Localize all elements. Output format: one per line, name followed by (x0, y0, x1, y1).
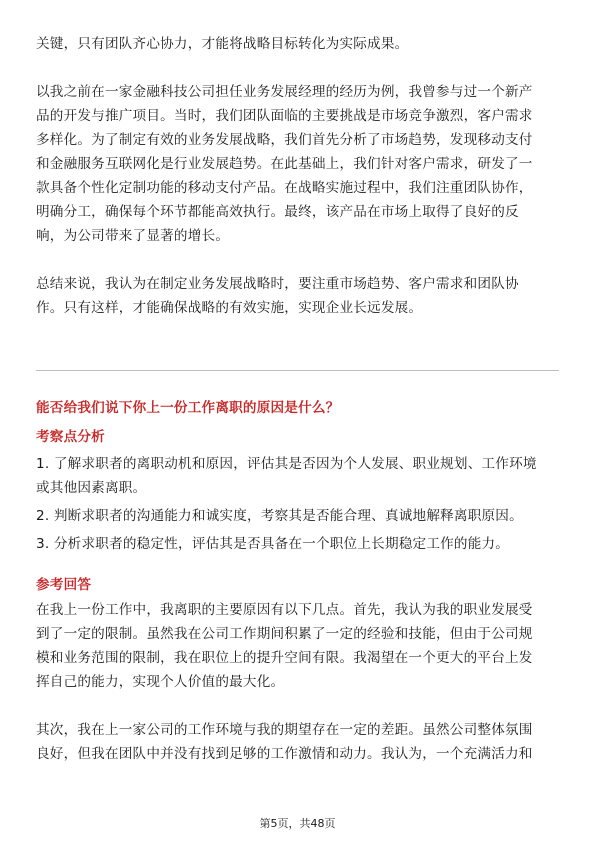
text-line: 到了一定的限制。虽然我在公司工作期间积累了一定的经验和技能，但由于公司规 (36, 626, 533, 642)
text-line: 和金融服务互联网化是行业发展趋势。在此基础上，我们针对客户需求，研发了一 (36, 156, 533, 172)
answer-block (36, 574, 559, 766)
answer-title: 参考回答 (36, 577, 92, 593)
analysis-block (36, 426, 559, 556)
analysis-title: 考察点分析 (36, 429, 105, 445)
text-line: 总结来说，我认为在制定业务发展战略时，要注重市场趋势、客户需求和团队协 (36, 276, 519, 292)
paragraph: 关键，只有团队齐心协力，才能将战略目标转化为实际成果。 (36, 36, 409, 52)
analysis-item-line: 3. 分析求职者的稳定性，评估其是否具备在一个职位上长期稳定工作的能力。 (36, 536, 510, 552)
text-line: 响，为公司带来了显著的增长。 (36, 228, 230, 244)
analysis-item-line: 2. 判断求职者的沟通能力和诚实度，考察其是否能合理、真诚地解释离职原因。 (36, 508, 523, 524)
text-line: 模和业务范围的限制，我在职位上的提升空间有限。我渴望在一个更大的平台上发 (36, 650, 533, 666)
paragraph-summary (36, 272, 559, 320)
text-line: 在我上一份工作中，我离职的主要原因有以下几点。首先，我认为我的职业发展受 (36, 602, 533, 618)
top-section (36, 32, 559, 320)
analysis-item-line: 1. 了解求职者的离职动机和原因，评估其是否因为个人发展、职业规划、工作环境 (36, 456, 537, 472)
text-line: 挥自己的能力，实现个人价值的最大化。 (36, 674, 285, 690)
page-footer: 第5页，共48页 (259, 817, 336, 830)
paragraph-experience (36, 80, 559, 248)
text-line: 品的开发与推广项目。当时，我们团队面临的主要挑战是市场竞争激烈，客户需求 (36, 108, 533, 124)
section-divider (36, 370, 559, 371)
analysis-item-line: 或其他因素离职。 (36, 480, 147, 496)
text-line: 其次，我在上一家公司的工作环境与我的期望存在一定的差距。虽然公司整体氛围 (36, 722, 533, 738)
text-line: 以我之前在一家金融科技公司担任业务发展经理的经历为例，我曾参与过一个新产 (36, 84, 533, 100)
text-line: 作。只有这样，才能确保战略的有效实施，实现企业长远发展。 (36, 300, 423, 316)
question-heading: 能否给我们说下你上一份工作离职的原因是什么？ (36, 400, 340, 416)
text-line: 明确分工，确保每个环节都能高效执行。最终，该产品在市场上取得了良好的反 (36, 204, 519, 220)
text-line: 多样化。为了制定有效的业务发展战略，我们首先分析了市场趋势，发现移动支付 (36, 132, 533, 148)
text-line: 款具备个性化定制功能的移动支付产品。在战略实施过程中，我们注重团队协作， (36, 180, 533, 196)
text-line: 良好，但我在团队中并没有找到足够的工作激情和动力。我认为，一个充满活力和 (36, 746, 533, 762)
